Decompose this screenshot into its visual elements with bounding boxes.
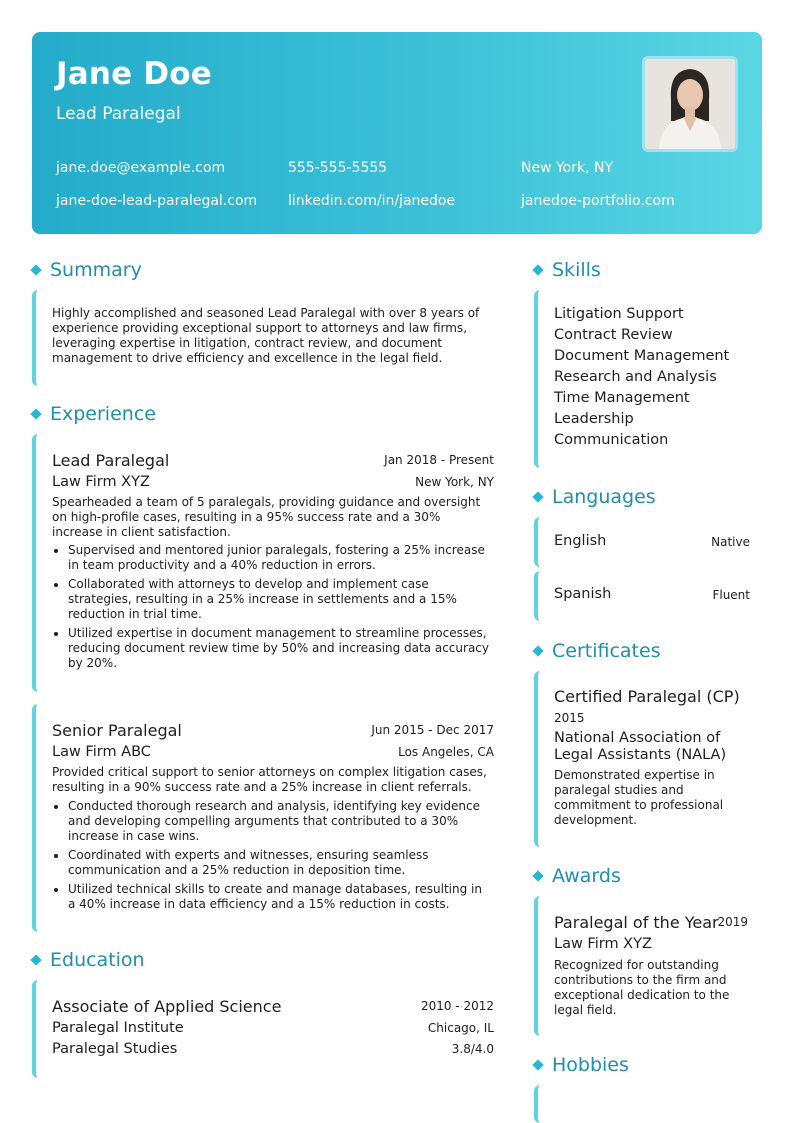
job-dates: Jun 2015 - Dec 2017 (371, 723, 494, 737)
award-description: Recognized for outstanding contributions to the firm and exceptional dedication to the legal field. (554, 958, 730, 1017)
job-role: Senior Paralegal (52, 721, 182, 740)
certificate-issuer: National Association of (554, 730, 721, 746)
award-name: Paralegal of the Year (554, 913, 719, 932)
skills-heading (532, 259, 601, 281)
job-company: Law Firm ABC (52, 744, 151, 760)
skills-block (534, 290, 760, 468)
bullet-text: Supervised and mentored junior paralegals, fostering a 25% increase in team productivity and a 40% reduction in errors. (68, 543, 485, 572)
diamond-icon (30, 954, 41, 965)
language-level: Native (711, 535, 750, 549)
job-location: New York, NY (415, 475, 494, 489)
language-item (534, 571, 760, 621)
certificate-description: Demonstrated expertise in paralegal studies and commitment to professional development. (554, 768, 724, 827)
languages-heading (532, 486, 656, 508)
education-heading (30, 949, 145, 971)
bullet-text: Coordinated with experts and witnesses, ensuring seamless communication and a 25% reduction in deposition time. (68, 848, 429, 877)
experience-item (32, 704, 502, 932)
degree: Associate of Applied Science (52, 997, 282, 1016)
email-text[interactable]: jane.doe@example.com (56, 160, 226, 176)
diamond-icon (532, 264, 543, 275)
linkedin-link[interactable]: linkedin.com/in/janedoe (288, 193, 456, 209)
skill-item: Contract Review (554, 327, 673, 343)
skills-heading-label: Skills (552, 259, 601, 281)
profile-photo (642, 56, 738, 152)
award-year: 2019 (717, 915, 748, 929)
summary-block (32, 290, 502, 386)
bullet-icon (54, 854, 58, 858)
languages-heading-label: Languages (552, 486, 656, 508)
summary-heading (30, 259, 142, 281)
diamond-icon (30, 264, 41, 275)
skill-item: Document Management (554, 348, 730, 364)
hobbies-block (534, 1085, 760, 1123)
skill-item: Litigation Support (554, 306, 684, 322)
candidate-name: Jane Doe (56, 56, 212, 92)
skill-item: Leadership (554, 411, 634, 427)
school-location: Chicago, IL (427, 1021, 494, 1035)
language-name: English (554, 533, 607, 549)
language-level: Fluent (712, 588, 750, 602)
award-organization: Law Firm XYZ (554, 936, 652, 952)
awards-heading-label: Awards (552, 865, 621, 887)
job-company: Law Firm XYZ (52, 474, 150, 490)
certificate-item (534, 671, 760, 847)
bullet-text: Collaborated with attorneys to develop and implement case strategies, resulting in a 25% increase in settlements and a 15% reduction in trial time. (68, 577, 457, 621)
experience-heading-label: Experience (50, 403, 156, 425)
diamond-icon (532, 645, 543, 656)
bullet-text: Conducted thorough research and analysis, identifying key evidence and developing compelling arguments that contributed to a 30% increase in case wins. (68, 799, 480, 843)
job-summary: Provided critical support to senior attorneys on complex litigation cases, resulting in a 90% success rate and a 25% increase in client referrals. (52, 765, 487, 794)
bullet-text: Utilized expertise in document management to streamline processes, reducing document review time by 50% and increasing data accuracy by 20%. (68, 626, 489, 670)
certificate-issuer: Legal Assistants (NALA) (554, 747, 727, 763)
language-item (534, 517, 760, 567)
certificate-name: Certified Paralegal (CP) (554, 687, 740, 706)
diamond-icon (532, 491, 543, 502)
bullet-icon (54, 583, 58, 587)
experience-heading (30, 403, 156, 425)
job-bullet (52, 799, 492, 844)
job-bullet (52, 848, 492, 878)
education-item (32, 980, 502, 1078)
gpa: 3.8/4.0 (451, 1042, 494, 1056)
bullet-icon (54, 632, 58, 636)
language-name: Spanish (554, 586, 612, 602)
candidate-title: Lead Paralegal (56, 104, 181, 124)
job-bullet (52, 543, 492, 573)
job-dates: Jan 2018 - Present (384, 453, 494, 467)
awards-heading (532, 865, 621, 887)
bullet-icon (54, 888, 58, 892)
certificates-heading (532, 640, 661, 662)
experience-item (32, 434, 502, 692)
bullet-icon (54, 549, 58, 553)
profile-photo-image (645, 59, 735, 149)
diamond-icon (532, 1059, 543, 1070)
phone-text: 555-555-5555 (288, 160, 388, 176)
education-heading-label: Education (50, 949, 145, 971)
diamond-icon (30, 408, 41, 419)
school: Paralegal Institute (52, 1020, 184, 1036)
job-summary: Spearheaded a team of 5 paralegals, providing guidance and oversight on high-profile cases, resulting in a 95% success rate and a 30% increase in client satisfaction. (52, 495, 481, 539)
certificates-heading-label: Certificates (552, 640, 661, 662)
job-role: Lead Paralegal (52, 451, 170, 470)
certificate-year: 2015 (554, 711, 585, 725)
job-location: Los Angeles, CA (398, 745, 494, 759)
job-bullet (52, 577, 492, 622)
location-text: New York, NY (521, 160, 614, 176)
bullet-icon (54, 805, 58, 809)
website-link[interactable]: jane-doe-lead-paralegal.com (56, 193, 258, 209)
job-bullet (52, 626, 492, 671)
bullet-text: Utilized technical skills to create and manage databases, resulting in a 40% increase in data efficiency and a 15% reduction in costs. (68, 882, 482, 911)
hobbies-heading (532, 1054, 629, 1076)
portfolio-link[interactable]: janedoe-portfolio.com (521, 193, 675, 209)
field-of-study: Paralegal Studies (52, 1041, 178, 1057)
summary-heading-label: Summary (50, 259, 142, 281)
skill-item: Research and Analysis (554, 369, 717, 385)
education-dates: 2010 - 2012 (420, 999, 494, 1013)
job-bullet (52, 882, 492, 912)
resume-header (32, 32, 762, 234)
skill-item: Communication (554, 432, 669, 448)
skill-item: Time Management (554, 390, 690, 406)
award-item (534, 896, 760, 1036)
summary-text: Highly accomplished and seasoned Lead Paralegal with over 8 years of experience providing exceptional support to attorneys and law firms, leveraging expertise in litigation, contract review, and document management to drive efficiency and excellence in the legal field. (52, 306, 480, 365)
hobbies-heading-label: Hobbies (552, 1054, 629, 1076)
diamond-icon (532, 870, 543, 881)
